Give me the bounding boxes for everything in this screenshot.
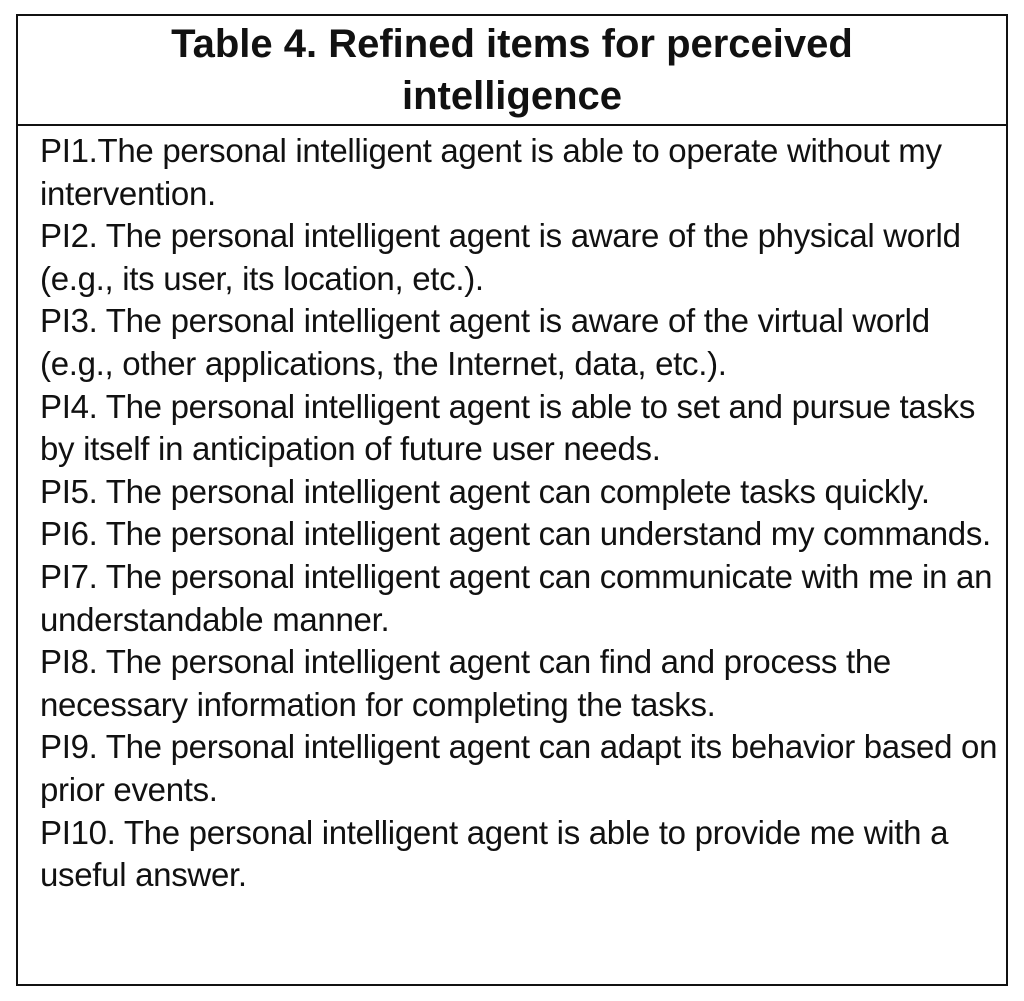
table-items-cell <box>18 126 1006 897</box>
table-item-pi2: PI2. The personal intelligent agent is aware of the physical world (e.g., its user, its location, etc.). <box>40 217 961 297</box>
table-item-pi3: PI3. The personal intelligent agent is aware of the virtual world (e.g., other applications, the Internet, data, etc.). <box>40 302 930 382</box>
table-item-pi6: PI6. The personal intelligent agent can understand my commands. <box>40 515 991 553</box>
table-item-pi1: PI1.The personal intelligent agent is able to operate without my intervention. <box>40 132 942 212</box>
table-item-pi7: PI7. The personal intelligent agent can communicate with me in an understandable manner. <box>40 557 993 638</box>
table-item-pi8: PI8. The personal intelligent agent can find and process the necessary information for completing the tasks. <box>40 643 891 723</box>
table-title: Table 4. Refined items for perceived intelligence <box>171 22 853 118</box>
table-item-pi5: PI5. The personal intelligent agent can complete tasks quickly. <box>40 472 930 510</box>
items-table <box>16 14 1008 986</box>
table-title-cell <box>18 16 1006 126</box>
table-item-pi9: PI9. The personal intelligent agent can adapt its behavior based on prior events. <box>40 728 998 808</box>
table-item-pi10: PI10. The personal intelligent agent is able to provide me with a useful answer. <box>40 813 949 894</box>
table-item-pi4: PI4. The personal intelligent agent is able to set and pursue tasks by itself in anticipation of future user needs. <box>40 387 976 468</box>
